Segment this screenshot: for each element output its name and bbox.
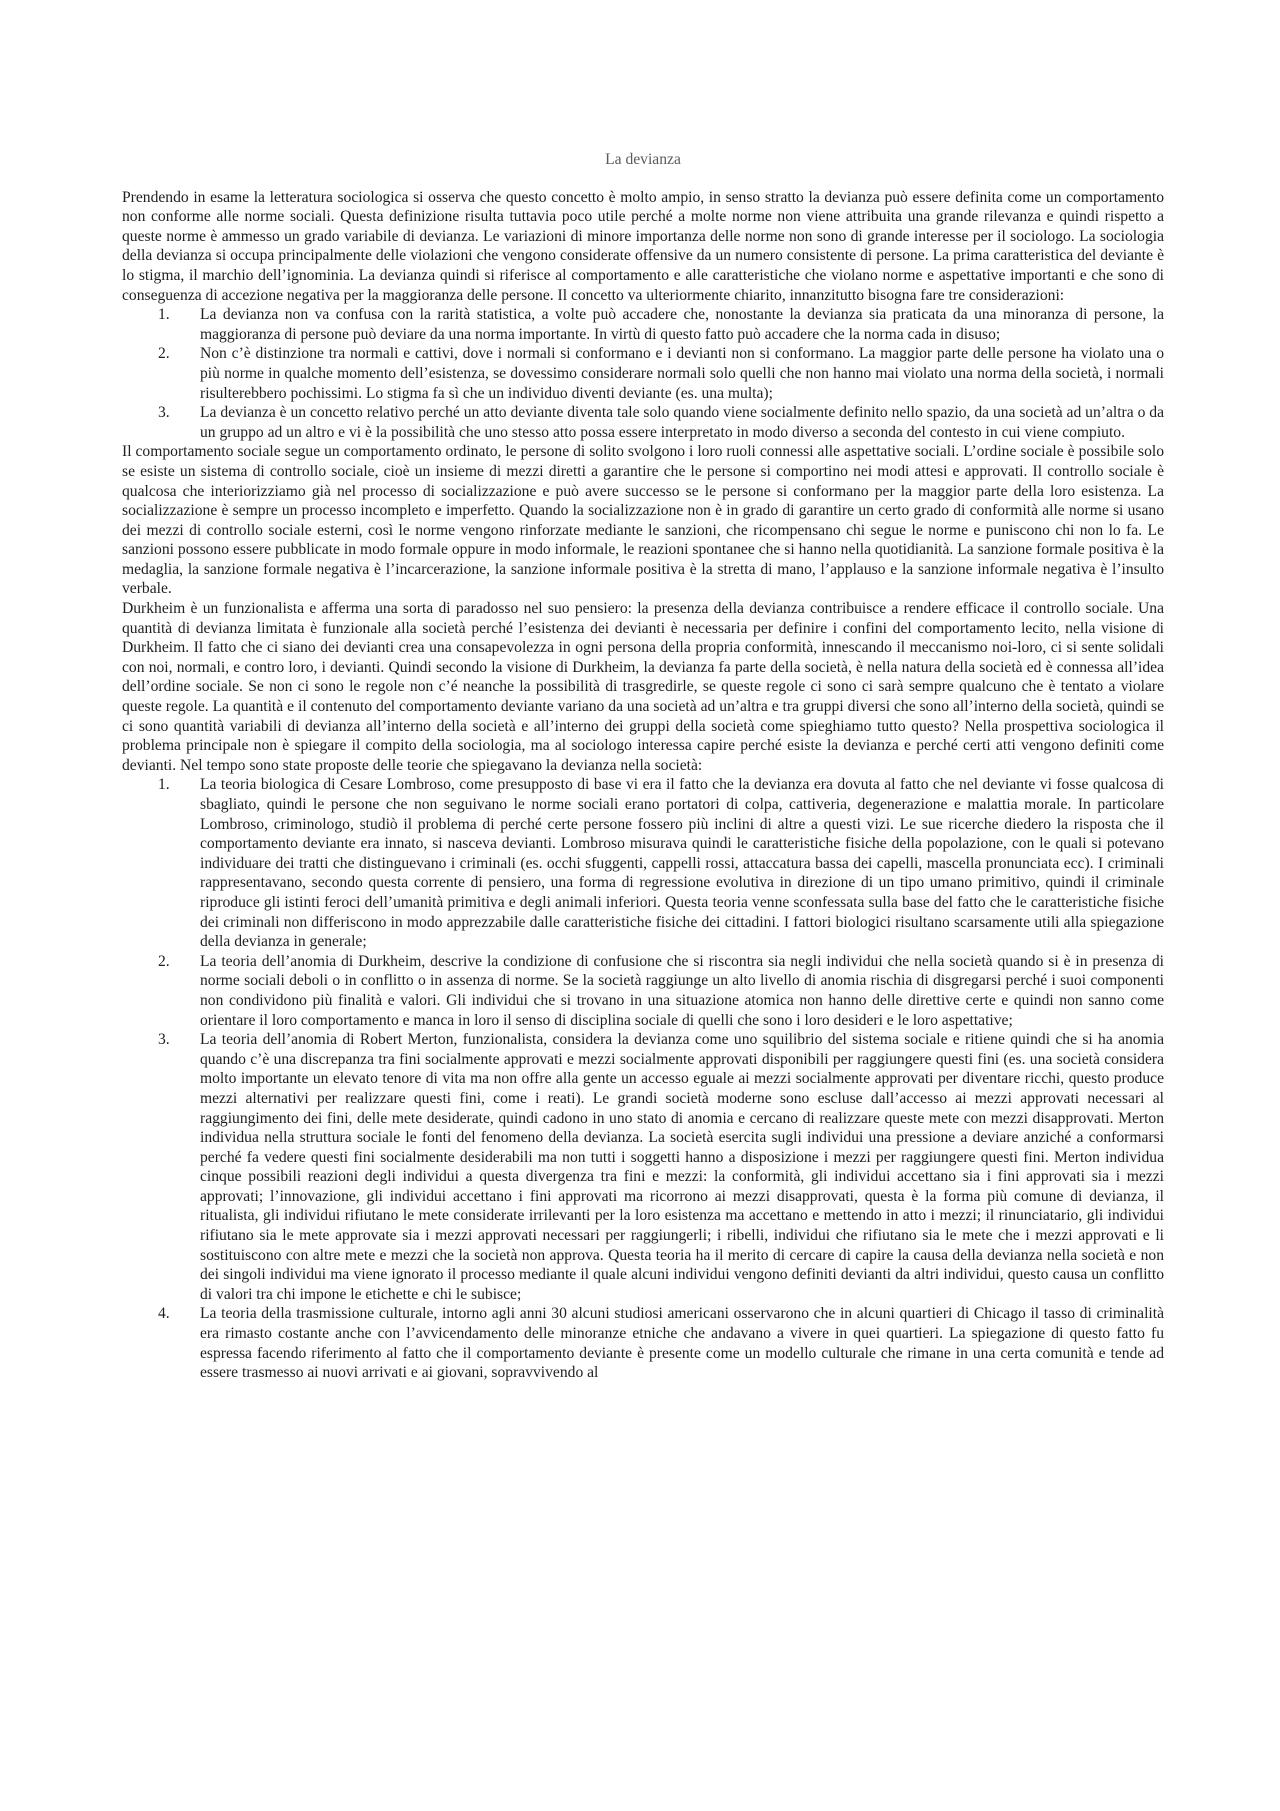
list-item-number: 1. (158, 776, 170, 794)
intro-paragraph: Prendendo in esame la letteratura sociologica si osserva che questo concetto è molto ampio, in senso stratto la devianza può essere definita come un comportamento non conforme alle norme sociali. Questa definizione risulta tuttavia poco utile perché a molte norme non viene attribuita una grande rilevanza e quindi rispetto a queste norme è ammesso un grado variabile di devianza. Le variazioni di minore importanza delle norme non sono di grande interesse per il sociologo. La sociologia della devianza si occupa principalmente delle violazioni che vengono considerate offensive da un numero consistente di persone. La prima caratteristica del deviante è lo stigma, il marchio dell’ignominia. La devianza quindi si riferisce al comportamento e alle caratteristiche che violano norme e aspettative importanti e che sono di conseguenza di accezione negativa per la maggioranza delle persone. Il concetto va ulteriormente chiarito, innanzitutto bisogna fare tre considerazioni: (122, 188, 1164, 304)
list-item-text: La devianza non va confusa con la rarità statistica, a volte può accadere che, nonostante la devianza sia praticata da una minoranza di persone, la maggioranza di persone può deviare da una norma importante. In virtù di questo fatto può accadere che la norma cada in disuso; (200, 306, 1164, 343)
list-item (158, 344, 1164, 403)
list-item (158, 775, 1164, 951)
list-item (158, 952, 1164, 1030)
list-item (158, 403, 1164, 442)
list-item-text: La teoria dell’anomia di Durkheim, descrive la condizione di confusione che si riscontra sia negli individui che nella società quando si è in presenza di norme sociali deboli o in conflitto o in assenza di norme. Se la società raggiunge un alto livello di anomia rischia di disgregarsi perché i suoi componenti non condividono più finalità e valori. Gli individui che si trovano in una situazione atomica non hanno delle direttive certe e quindi non sanno come orientare il loro comportamento e manca in loro il senso di disciplina sociale di quelli che sono i loro desideri e le loro aspettative; (200, 952, 1164, 1029)
list-item-text: Non c’è distinzione tra normali e cattivi, dove i normali si conformano e i devianti non si conformano. La maggior parte delle persone ha violato una o più norme in qualche momento dell’esistenza, se dovessimo considerare normali solo quelli che non hanno mai violato una norma della società, i normali risulterebbero pochissimi. Lo stigma fa sì che un individuo diventi deviante (es. una multa); (200, 345, 1164, 402)
list-item (158, 1030, 1164, 1304)
list-item-number: 2. (158, 952, 170, 970)
list-item-text: La teoria dell’anomia di Robert Merton, funzionalista, considera la devianza come uno squilibrio del sistema sociale e ritiene quindi che si ha anomia quando c’è una discrepanza tra fini socialmente approvati e mezzi socialmente approvati disponibili per raggiungere questi fini (es. una società considera molto importante un elevato tenore di vita ma non offre alla gente un accesso eguale ai mezzi socialmente approvati per diventare ricchi, questo produce mezzi alternativi per realizzare questi fini, come i reati). Le grandi società moderne sono escluse dall’accesso ai mezzi approvati necessari al raggiungimento dei fini, delle mete desiderate, quindi cadono in uno stato di anomia e cercano di realizzare queste mete con mezzi disapprovati. Merton individua nella struttura sociale le fonti del fenomeno della devianza. La società esercita sugli individui una pressione a deviare anziché a conformarsi perché fa vedere questi fini socialmente desiderabili ma non tutti i soggetti hanno a disposizione i mezzi per raggiungere questi fini. Merton individua cinque possibili reazioni degli individui a questa divergenza tra fini e mezzi: la conformità, gli individui accettano sia i fini approvati sia i mezzi approvati; l’innovazione, gli individui accettano i fini approvati ma ricorrono ai mezzi disapprovati, questa è la forma più comune di devianza, il ritualista, gli individui rifiutano le mete considerate irrilevanti per la loro esistenza ma accettano e mettendo in atto i mezzi; il rinunciatario, gli individui rifiutano sia le mete approvate sia i mezzi approvati necessari per raggiungerli; i ribelli, individui che rifiutano sia le mete che i mezzi approvati e li sostituiscono con altre mete e mezzi che la società non approva. Questa teoria ha il merito di cercare di capire la causa della devianza nella società e non dei singoli individui ma viene ignorato il processo mediante il quale alcuni individui vengono definiti devianti da altri individui, questo causa un conflitto di valori tra chi impone le etichette e chi le subisce; (200, 1031, 1164, 1303)
list-item-text: La devianza è un concetto relativo perché un atto deviante diventa tale solo quando viene socialmente definito nello spazio, da una società ad un’altra o da un gruppo ad un altro e vi è la possibilità che uno stesso atto possa essere interpretato in modo diverso a seconda del contesto in cui viene compiuto. (200, 404, 1164, 441)
durkheim-paragraph: Durkheim è un funzionalista e afferma una sorta di paradosso nel suo pensiero: la presenza della devianza contribuisce a rendere efficace il controllo sociale. Una quantità di devianza limitata è funzionale alla società perché l’esistenza dei devianti è necessaria per definire i confini del comportamento lecito, nella visione di Durkheim. Il fatto che ci siano dei devianti crea una consapevolezza in ogni persona della propria conformità, innescando il meccanismo noi-loro, ci si sente solidali con noi, normali, e contro loro, i devianti. Quindi secondo la visione di Durkheim, la devianza fa parte della società, è nella natura della società ed è connessa all’idea dell’ordine sociale. Se non ci sono le regole non c’é neanche la possibilità di trasgredirle, se queste regole ci sono ci sarà sempre qualcuno che è tentato a violare queste regole. La quantità e il contenuto del comportamento deviante variano da una società ad un’altra e tra gruppi diversi che sono all’interno della società, quindi se ci sono quantità variabili di devianza all’interno della società e all’interno dei gruppi della società come spieghiamo tutto questo? Nella prospettiva sociologica il problema principale non è spiegare il compito della sociologia, ma al sociologo interessa capire perché esiste la devianza e perché certi atti vengono definiti come devianti. Nel tempo sono state proposte delle teorie che spiegavano la devianza nella società: (122, 600, 1164, 774)
list-item-number: 3. (158, 404, 170, 422)
considerations-list (122, 305, 1164, 442)
list-item-number: 4. (158, 1305, 170, 1323)
list-item-text: La teoria della trasmissione culturale, intorno agli anni 30 alcuni studiosi americani osservarono che in alcuni quartieri di Chicago il tasso di criminalità era rimasto costante anche con l’avvicendamento delle minoranze etniche che andavano a vivere in quei quartieri. La spiegazione di questo fatto fu espressa facendo riferimento al fatto che il comportamento deviante è presente come un modello culturale che rimane in una certa comunità e tende ad essere trasmesso ai nuovi arrivati e ai giovani, sopravvivendo al (200, 1305, 1164, 1382)
social-control-paragraph: Il comportamento sociale segue un comportamento ordinato, le persone di solito svolgono i loro ruoli connessi alle aspettative sociali. L’ordine sociale è possibile solo se esiste un sistema di controllo sociale, cioè un insieme di mezzi diretti a garantire che le persone si comportino nei modi attesi e approvati. Il controllo sociale è qualcosa che interiorizziamo già nel processo di socializzazione e può avere successo se le persone si conformano per la maggior parte della loro esistenza. La socializzazione è sempre un processo incompleto e imperfetto. Quando la socializzazione non è in grado di garantire un certo grado di conformità alle norme si usano dei mezzi di controllo sociale esterni, così le norme vengono rinforzate mediante le sanzioni, che ricompensano chi segue le norme e puniscono chi non lo fa. Le sanzioni possono essere pubblicate in modo formale oppure in modo informale, le reazioni spontanee che si hanno nella quotidianità. La sanzione formale positiva è la medaglia, la sanzione formale negativa è l’incarcerazione, la sanzione informale positiva è la stretta di mano, l’applauso e la sanzione informale negativa è l’insulto verbale. (122, 443, 1164, 598)
list-item (158, 1304, 1164, 1382)
list-item-number: 2. (158, 345, 170, 363)
theories-list (122, 775, 1164, 1382)
document-page (122, 150, 1164, 1383)
list-item-text: La teoria biologica di Cesare Lombroso, come presupposto di base vi era il fatto che la devianza era dovuta al fatto che nel deviante vi fosse qualcosa di sbagliato, quindi le persone che non seguivano le norme sociali erano portatori di colpa, cattiveria, degenerazione e malattia morale. In particolare Lombroso, criminologo, studiò il problema di perché certe persone fossero più inclini di altre a questi vizi. Le sue ricerche diedero la risposta che il comportamento deviante era innato, si nasceva devianti. Lombroso misurava quindi le caratteristiche fisiche della popolazione, con le quali si potevano individuare dei tratti che distinguevano i criminali (es. occhi sfuggenti, cappelli rossi, attaccatura bassa dei capelli, mascella pronunciata ecc). I criminali rappresentavano, secondo questa corrente di pensiero, una forma di regressione evolutiva in direzione di un tipo umano primitivo, quindi il criminale riproduce gli istinti feroci dell’umanità primitiva e degli animali inferiori. Questa teoria venne sconfessata sulla base del fatto che le caratteristiche fisiche dei criminali non differiscono in modo apprezzabile dalle caratteristiche fisiche dei cittadini. I fattori biologici risultano scarsamente utili alla spiegazione della devianza in generale; (200, 776, 1164, 951)
list-item-number: 3. (158, 1031, 170, 1049)
document-title: La devianza (605, 151, 681, 168)
list-item-number: 1. (158, 306, 170, 324)
list-item (158, 305, 1164, 344)
